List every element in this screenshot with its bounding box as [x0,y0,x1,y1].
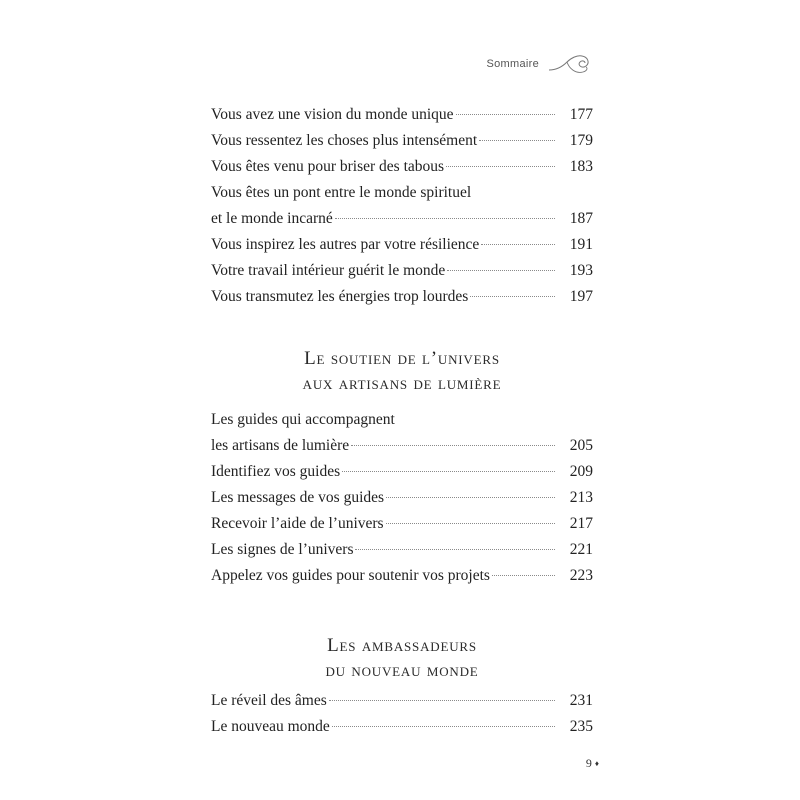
section-title-line: Le soutien de l’univers [304,348,500,369]
toc-entry[interactable] [211,284,593,310]
diamond-icon: ♦ [594,759,599,768]
flourish-ornament-icon [547,50,593,78]
dot-leader [479,140,555,141]
dot-leader [351,445,555,446]
dot-leader [447,270,555,271]
toc-entry-title: Vous transmutez les énergies trop lourdes [211,288,469,305]
section-title [211,633,593,683]
toc-entry[interactable] [211,232,593,258]
toc-entry-title: Le réveil des âmes [211,692,327,709]
dot-leader [355,549,555,550]
toc-page-number: 197 [569,288,593,305]
section-title-line: Les ambassadeurs [327,635,477,656]
header-label: Sommaire [486,58,539,70]
toc-entry-title: Vous êtes venu pour briser des tabous [211,158,445,175]
toc-page-number: 209 [569,463,593,480]
toc-page-number: 205 [569,437,593,454]
toc-entry[interactable] [211,688,593,714]
dot-leader [329,700,555,701]
toc-page-number: 213 [569,489,593,506]
dot-leader [386,523,555,524]
toc-entry[interactable] [211,154,593,180]
toc-entry-title: Le nouveau monde [211,718,330,735]
toc-entry-title: et le monde incarné [211,210,333,227]
page-folio [586,756,599,771]
page-number: 9 [585,756,592,770]
toc-page-number: 235 [569,718,593,735]
dot-leader [332,726,555,727]
toc-entry-title: Votre travail intérieur guérit le monde [211,262,446,279]
toc-page-number: 179 [569,132,593,149]
toc-entry-title: Vous inspirez les autres par votre résilience [211,236,480,253]
toc-page-number: 183 [569,158,593,175]
toc-page-number: 177 [569,106,593,123]
toc-entry-title: Vous ressentez les choses plus intensément [211,132,478,149]
toc-entry[interactable] [211,563,593,589]
toc-entry-title: Identifiez vos guides [211,463,341,480]
toc-page-number: 221 [569,541,593,558]
toc-page-number: 223 [569,567,593,584]
toc-group-2 [211,407,593,589]
toc-page-number: 193 [569,262,593,279]
toc-page-number: 191 [569,236,593,253]
toc-entry-title: Recevoir l’aide de l’univers [211,515,384,532]
toc-entry[interactable] [211,128,593,154]
toc-page-number: 217 [569,515,593,532]
toc-page-number: 231 [569,692,593,709]
toc-entry-title-line: Vous êtes un pont entre le monde spirituel [211,184,472,201]
toc-entry-title: Les messages de vos guides [211,489,385,506]
dot-leader [335,218,555,219]
toc-group-3 [211,688,593,740]
section-title [211,346,593,396]
toc-entry[interactable] [211,537,593,563]
toc-entry[interactable] [211,511,593,537]
running-header [486,50,593,78]
toc-entry-title: Vous avez une vision du monde unique [211,106,454,123]
toc-entry-title: Les signes de l’univers [211,541,354,558]
dot-leader [342,471,555,472]
toc-entry[interactable] [211,485,593,511]
toc-entry[interactable] [211,102,593,128]
toc-entry[interactable] [211,258,593,284]
toc-entry-title: Appelez vos guides pour soutenir vos projets [211,567,490,584]
toc-entry-title: les artisans de lumière [211,437,350,454]
dot-leader [481,244,555,245]
section-title-line: du nouveau monde [325,660,479,681]
toc-entry[interactable] [211,459,593,485]
toc-group-1 [211,102,593,310]
dot-leader [470,296,555,297]
toc-page-number: 187 [569,210,593,227]
dot-leader [492,575,555,576]
section-title-line: aux artisans de lumière [302,373,502,394]
toc-entry[interactable] [211,180,593,232]
dot-leader [386,497,555,498]
toc-entry-title-line: Les guides qui accompagnent [211,411,395,428]
dot-leader [456,114,555,115]
toc-entry[interactable] [211,407,593,459]
dot-leader [446,166,555,167]
toc-entry[interactable] [211,714,593,740]
